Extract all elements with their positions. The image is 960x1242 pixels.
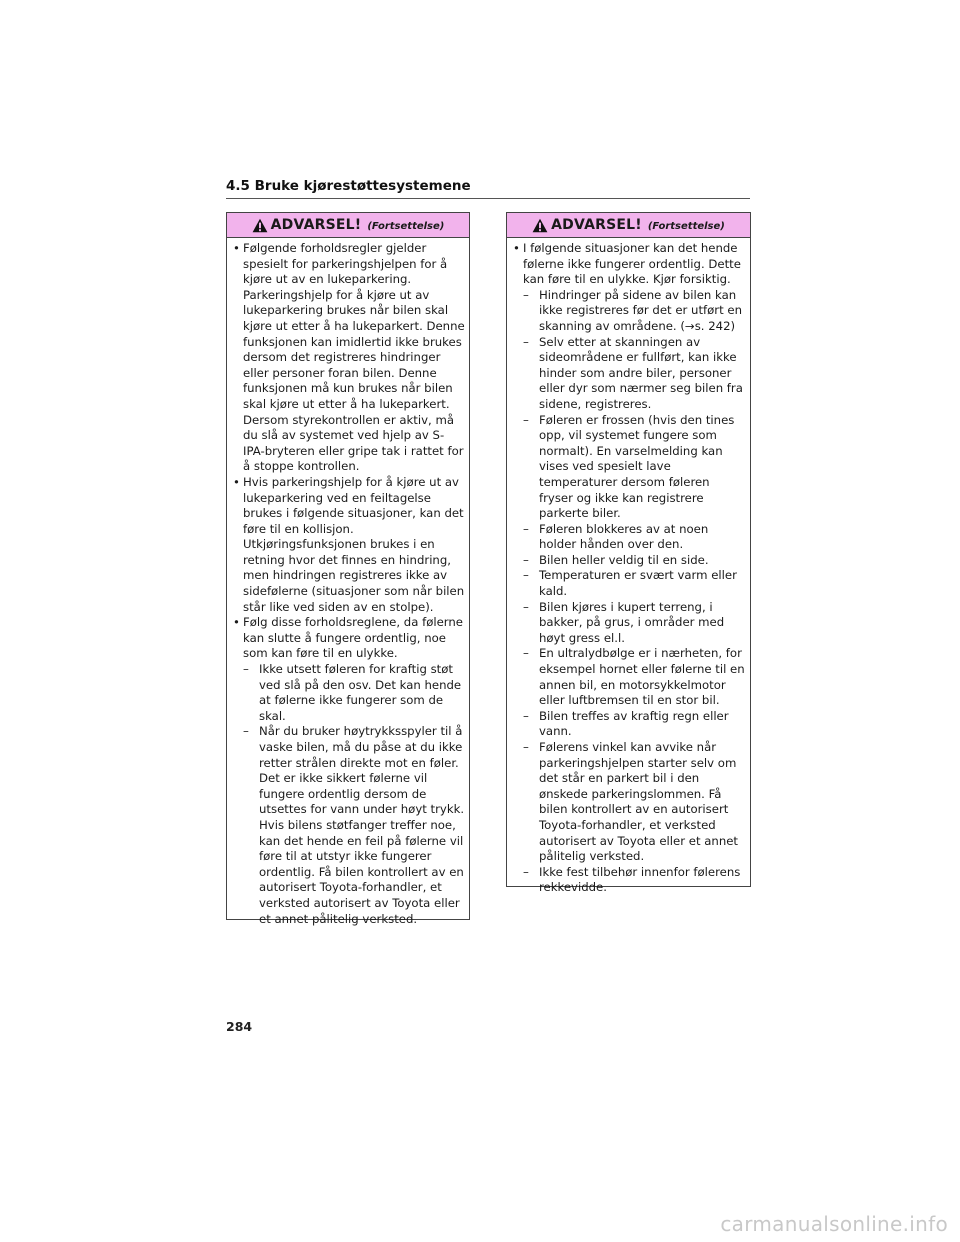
sub-item: – Føleren blokkeres av at noen holder hånden over den. xyxy=(523,521,709,552)
sub-item: – Hindringer på sidene av bilen kan ikke registreres før det er utført en skanning av områdene. (→s. 242) xyxy=(523,287,742,333)
sub-item: – Bilen kjøres i kupert terreng, i bakker, på grus, i områder med høyt gress el.l. xyxy=(523,599,725,645)
bullet-icon: • xyxy=(513,241,520,255)
dash-icon: – xyxy=(523,646,529,661)
dash-icon: – xyxy=(523,740,529,754)
bullet-icon: • xyxy=(233,241,240,255)
dash-icon: – xyxy=(243,724,249,739)
dash-icon: – xyxy=(523,708,529,723)
dash-icon: – xyxy=(523,287,529,302)
warning-body-left xyxy=(227,238,469,927)
bullet-icon: • xyxy=(233,615,240,630)
list-item: • Hvis parkeringshjelp for å kjøre ut av lukeparkering ved en feiltagelse brukes i følgende situasjoner, kan det føre til en kollisjon. Utkjøringsfunksjonen brukes i en retning hvor det finnes en hindring, men hindringen registreres ikke av sidefølerne (situasjoner som når bilen står like ved siden av en stolpe). xyxy=(233,474,465,614)
sub-item: – Ikke utsett føleren for kraftig støt ved slå på den osv. Det kan hende at følerne ikke fungerer som de skal. xyxy=(243,662,462,723)
warning-header xyxy=(227,213,469,238)
warning-box-right xyxy=(506,212,751,895)
warning-body-right xyxy=(507,238,750,896)
header-rule xyxy=(226,198,750,199)
dash-icon: – xyxy=(523,521,529,536)
sub-item: – Når du bruker høytrykksspyler til å vaske bilen, må du påse at du ikke retter strålen direkte mot en føler. Det er ikke sikkert følerne vil fungere ordentlig dersom de utsettes for vann under høyt trykk. Hvis bilens støtfanger treffer noe, kan det hende en feil på følerne vil føre til at utstyr ikke fungerer ordentlig. Få bilen kontrollert av en autorisert Toyota-forhandler, et verksted autorisert av Toyota eller et annet pålitelig verksted. xyxy=(243,724,465,926)
list-item: • Følg disse forholdsreglene, da følerne kan slutte å fungere ordentlig, noe som kan føre til en ulykke. xyxy=(233,615,464,661)
dash-icon: – xyxy=(523,334,529,349)
watermark: carmanualsonline.info xyxy=(720,1212,948,1236)
dash-icon: – xyxy=(523,568,529,583)
sub-item: – Følerens vinkel kan avvike når parkeringshjelpen starter selv om det står en parkert bil i den ønskede parkeringslommen. Få bilen kontrollert av en autorisert Toyota-forhandler, et verksted autorisert av Toyota eller et annet pålitelig verksted. xyxy=(523,740,738,864)
warning-title: ADVARSEL! xyxy=(270,217,362,233)
dash-icon: – xyxy=(523,552,529,567)
list-item: • Følgende forholdsregler gjelder spesielt for parkeringshjelpen for å kjøre ut av en lukeparkering. Parkeringshjelp for å kjøre ut av lukeparkering brukes når bilen skal kjøre ut etter å ha lukeparkert. Denne funksjonen kan imidlertid ikke brukes dersom det registreres hindringer eller personer foran bilen. Denne funksjonen må kun brukes når bilen skal kjøre ut etter å ha lukeparkert. Dersom styrekontrollen er aktiv, må du slå av systemet ved hjelp av S-IPA-bryteren eller gripe tak i rattet for å stoppe kontrollen. xyxy=(233,241,465,474)
dash-icon: – xyxy=(523,864,529,879)
warning-triangle-icon xyxy=(532,218,548,233)
continued-label: (Fortsettelse) xyxy=(367,221,445,232)
list-item: • I følgende situasjoner kan det hende følerne ikke fungerer ordentlig. Dette kan føre til en ulykke. Kjør forsiktig. xyxy=(513,241,741,287)
section-title: 4.5 Bruke kjørestøttesystemene xyxy=(226,178,471,194)
sub-item: – Bilen heller veldig til en side. xyxy=(523,552,709,567)
sub-item: – Ikke fest tilbehør innenfor følerens rekkevidde. xyxy=(523,864,741,895)
sub-item: – En ultralydbølge er i nærheten, for eksempel hornet eller følerne til en annen bil, en motorsykkelmotor eller luftbremsen til en stor bil. xyxy=(523,646,745,708)
dash-icon: – xyxy=(523,412,529,427)
warning-header xyxy=(507,213,750,238)
sub-item: – Føleren er frossen (hvis den tines opp, vil systemet fungere som normalt). En varselmelding kan vises ved spesielt lave temperaturer dersom føleren fryser og ikke kan registrere parkerte biler. xyxy=(523,412,735,521)
dash-icon: – xyxy=(243,662,249,677)
sub-item: – Temperaturen er svært varm eller kald. xyxy=(523,568,737,599)
warning-title: ADVARSEL! xyxy=(551,217,642,233)
sub-item: – Bilen treffes av kraftig regn eller vann. xyxy=(523,708,729,739)
sub-item: – Selv etter at skanningen av sideområdene er fullført, kan ikke hinder som andre biler, personer eller dyr som nærmer seg bilen fra sidene, registreres. xyxy=(523,334,743,411)
warning-box-left xyxy=(226,212,470,926)
section-header xyxy=(226,178,750,194)
dash-icon: – xyxy=(523,599,529,614)
warning-triangle-icon xyxy=(252,218,268,233)
page-number: 284 xyxy=(226,1019,253,1034)
bullet-icon: • xyxy=(233,474,240,489)
continued-label: (Fortsettelse) xyxy=(647,221,725,232)
